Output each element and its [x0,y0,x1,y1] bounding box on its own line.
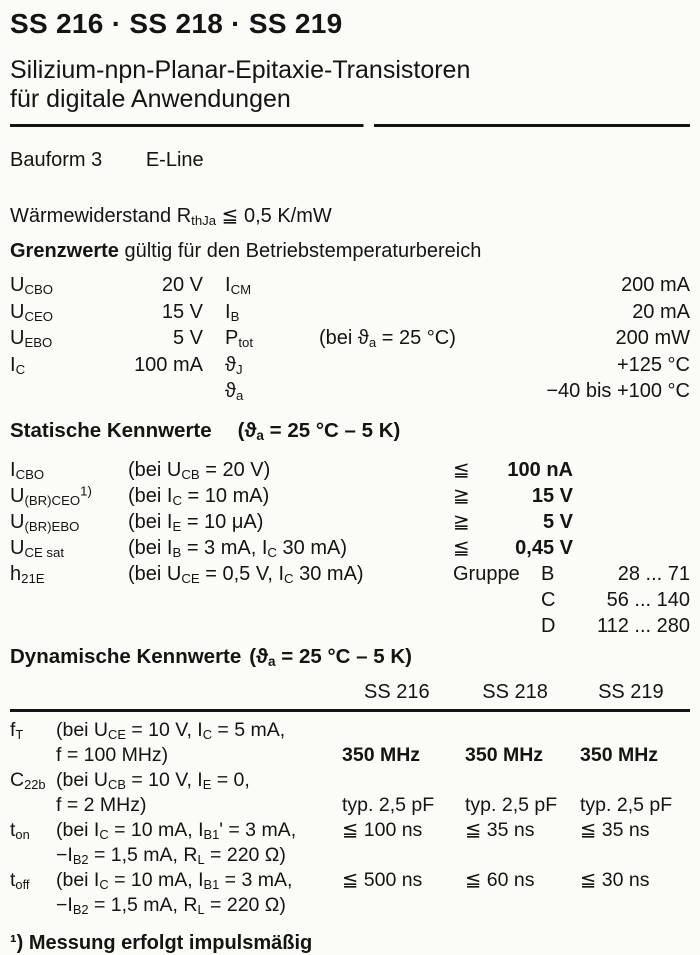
package-line [10,149,690,173]
type-column-headers [10,681,690,705]
param-cell [10,818,330,868]
dynamic-heading-condition: ($ϑ_a = 25$ °C – 5 K) [249,644,412,669]
spacer [573,509,690,535]
param-cell [10,718,330,768]
limits-table [10,272,690,405]
page-title: SS 216 · SS 218 · SS 219 [10,8,343,39]
param-symbol: $I_C$ [10,353,26,377]
relation-symbol: ≧ [453,510,470,533]
test-condition [311,272,456,299]
param-value: −40 bis +100 °C [546,380,690,402]
relation-symbol: ≦ [453,458,470,481]
param-symbol [10,378,118,405]
param-symbol: $U_{CE sat}$ [10,536,65,560]
bauform-value: E-Line [145,149,204,171]
group-range: 28 ... 71 [617,562,690,585]
param-cell [10,768,330,818]
test-condition: (bei $U_{CB} = 10$ V, $I_E = 0$, [56,768,250,792]
param-symbol: $ϑ_a$ [225,380,244,403]
param-value: 0,45 V [515,536,573,559]
column-header-ss219: SS 219 [598,680,664,703]
param-value: 100 nA [507,458,573,481]
condition-line1 [10,718,330,743]
param-cell [10,868,330,918]
gain-groups [453,587,690,639]
value-ss218: ≦ 35 ns [465,818,535,841]
test-condition: (bei $U_{CE} = 0,5$ V, $I_C$ 30 mA) [128,562,364,586]
param-symbol: $ϑ_J$ [225,353,243,377]
param-value: 100 mA [134,353,203,376]
spacer [10,681,335,705]
limit-cell [453,457,573,483]
static-parameters-table [10,457,690,587]
subtitle-line1: Silizium-npn-Planar-Epitaxie-Transistoren [10,56,471,84]
gain-group-b [453,561,690,587]
condition-line2: $-I_{B2} = 1,5$ mA, $R_L = 220$ Ω) [56,893,286,917]
dynamic-heading-text: Dynamische Kennwerte [10,644,242,668]
dynamic-parameters-table [10,718,690,918]
static-heading-text: Statische Kennwerte [10,418,212,442]
spacer [573,457,690,483]
param-symbol: $t_{on}$ [10,818,30,842]
test-condition: (bei $U_{CB} = 20$ V) [128,458,271,482]
row-turn-on-time [10,818,690,868]
group-letter: B [541,562,555,585]
condition-line2: f = 2 MHz) [56,793,147,816]
condition-line1 [10,868,330,893]
param-value: 15 V [161,300,203,323]
test-condition: (bei $U_{CE} = 10$ V, $I_C = 5$ mA, [56,718,286,742]
gain-group-c [453,587,690,613]
group-letter: D [541,614,556,637]
param-value: 15 V [531,484,573,507]
param-value [118,378,203,405]
condition-line1 [10,768,330,793]
header-divider [10,709,690,712]
param-symbol: $U_{EBO}$ [10,327,53,350]
param-value: +125 °C [616,353,690,376]
group-label [453,613,541,639]
test-condition: (bei $I_E = 10$ μA) [128,510,264,534]
limit-cell [453,483,573,509]
subtitle [10,56,690,114]
param-symbol: $P_{tot}$ [225,327,254,350]
condition-line1 [10,818,330,843]
limit-cell [453,509,573,535]
param-symbol: $I_{CM}$ [225,274,252,297]
limits-heading-term: Grenzwerte [10,240,119,262]
test-condition: (bei $I_C = 10$ mA) [128,484,270,508]
test-condition: (bei $I_C = 10$ mA, $I_{B1}' = 3$ mA, [56,818,297,842]
group-label: Gruppe [453,562,520,585]
static-section-heading [10,419,690,445]
param-symbol: $h_{21E}$ [10,562,45,586]
thermal-resistance-line: Wärmewiderstand $R_{thJa}$ ≦ 0,5 K/mW [10,205,332,228]
row-turn-off-time [10,868,690,918]
param-symbol: $t_{off}$ [10,868,30,892]
group-range: 56 ... 140 [606,588,690,611]
test-condition: (bei $I_B = 3$ mA, $I_C$ 30 mA) [128,536,347,560]
param-symbol: $I_B$ [225,300,240,324]
param-value: 5 V [542,510,573,533]
condition-line2: $-I_{B2} = 1,5$ mA, $R_L = 220$ Ω) [56,843,286,867]
row-output-capacitance [10,768,690,818]
param-symbol: $U_{(BR)CEO}^{1)}$ [10,482,92,508]
group-range: 112 ... 280 [596,614,690,637]
spacer [573,535,690,561]
value-ss216: ≦ 100 ns [342,818,423,841]
top-divider [10,124,690,127]
test-condition: (bei $ϑ_a = 25$ °C) [319,327,456,350]
param-symbol: $C_{22b}$ [10,768,46,792]
param-value: 200 mW [615,327,690,349]
param-value: 20 V [161,274,203,296]
value-ss219: 350 MHz [580,743,659,766]
param-symbol: $f_T$ [10,718,24,742]
value-ss218: typ. 2,5 pF [465,793,558,816]
column-header-ss216: SS 216 [364,680,430,703]
static-heading-condition: ($ϑ_a = 25$ °C – 5 K) [237,418,401,443]
value-ss218: 350 MHz [465,743,544,766]
limit-cell [453,535,573,561]
value-ss219: ≦ 30 ns [580,868,650,891]
test-condition [311,378,456,405]
test-condition [311,299,456,326]
test-condition: (bei $I_C = 10$ mA, $I_{B1} = 3$ mA, [56,868,293,892]
spacer [573,483,690,509]
param-symbol: $U_{CBO}$ [10,274,54,297]
relation-symbol: ≧ [453,484,470,507]
bauform-label: Bauform 3 [10,149,103,171]
value-ss218: ≦ 60 ns [465,868,535,891]
limits-heading-rest: gültig für den Betriebstemperaturbereich [118,240,482,262]
condition-line2: f = 100 MHz) [56,743,169,766]
param-symbol: $U_{CEO}$ [10,300,54,324]
test-condition [311,352,456,379]
row-transit-frequency [10,718,690,768]
param-value: 20 mA [632,300,690,323]
param-value: 5 V [172,327,203,349]
group-letter: C [541,588,556,611]
param-symbol: $U_{(BR)EBO}$ [10,510,80,534]
limits-heading [10,240,690,264]
column-header-ss218: SS 218 [482,680,548,703]
gain-group-d [453,613,690,639]
param-symbol: $I_{CBO}$ [10,458,45,482]
group-label [453,587,541,613]
subtitle-line2: für digitale Anwendungen [10,85,291,113]
relation-symbol: ≦ [453,536,470,559]
value-ss216: typ. 2,5 pF [342,793,435,816]
value-ss216: ≦ 500 ns [342,868,423,891]
gain-group-row [453,561,690,587]
value-ss219: typ. 2,5 pF [580,793,673,816]
dynamic-section-heading [10,645,690,671]
value-ss216: 350 MHz [342,743,421,766]
value-ss219: ≦ 35 ns [580,818,650,841]
param-value: 200 mA [621,274,690,296]
footnote: ¹) Messung erfolgt impulsmäßig [10,931,313,954]
